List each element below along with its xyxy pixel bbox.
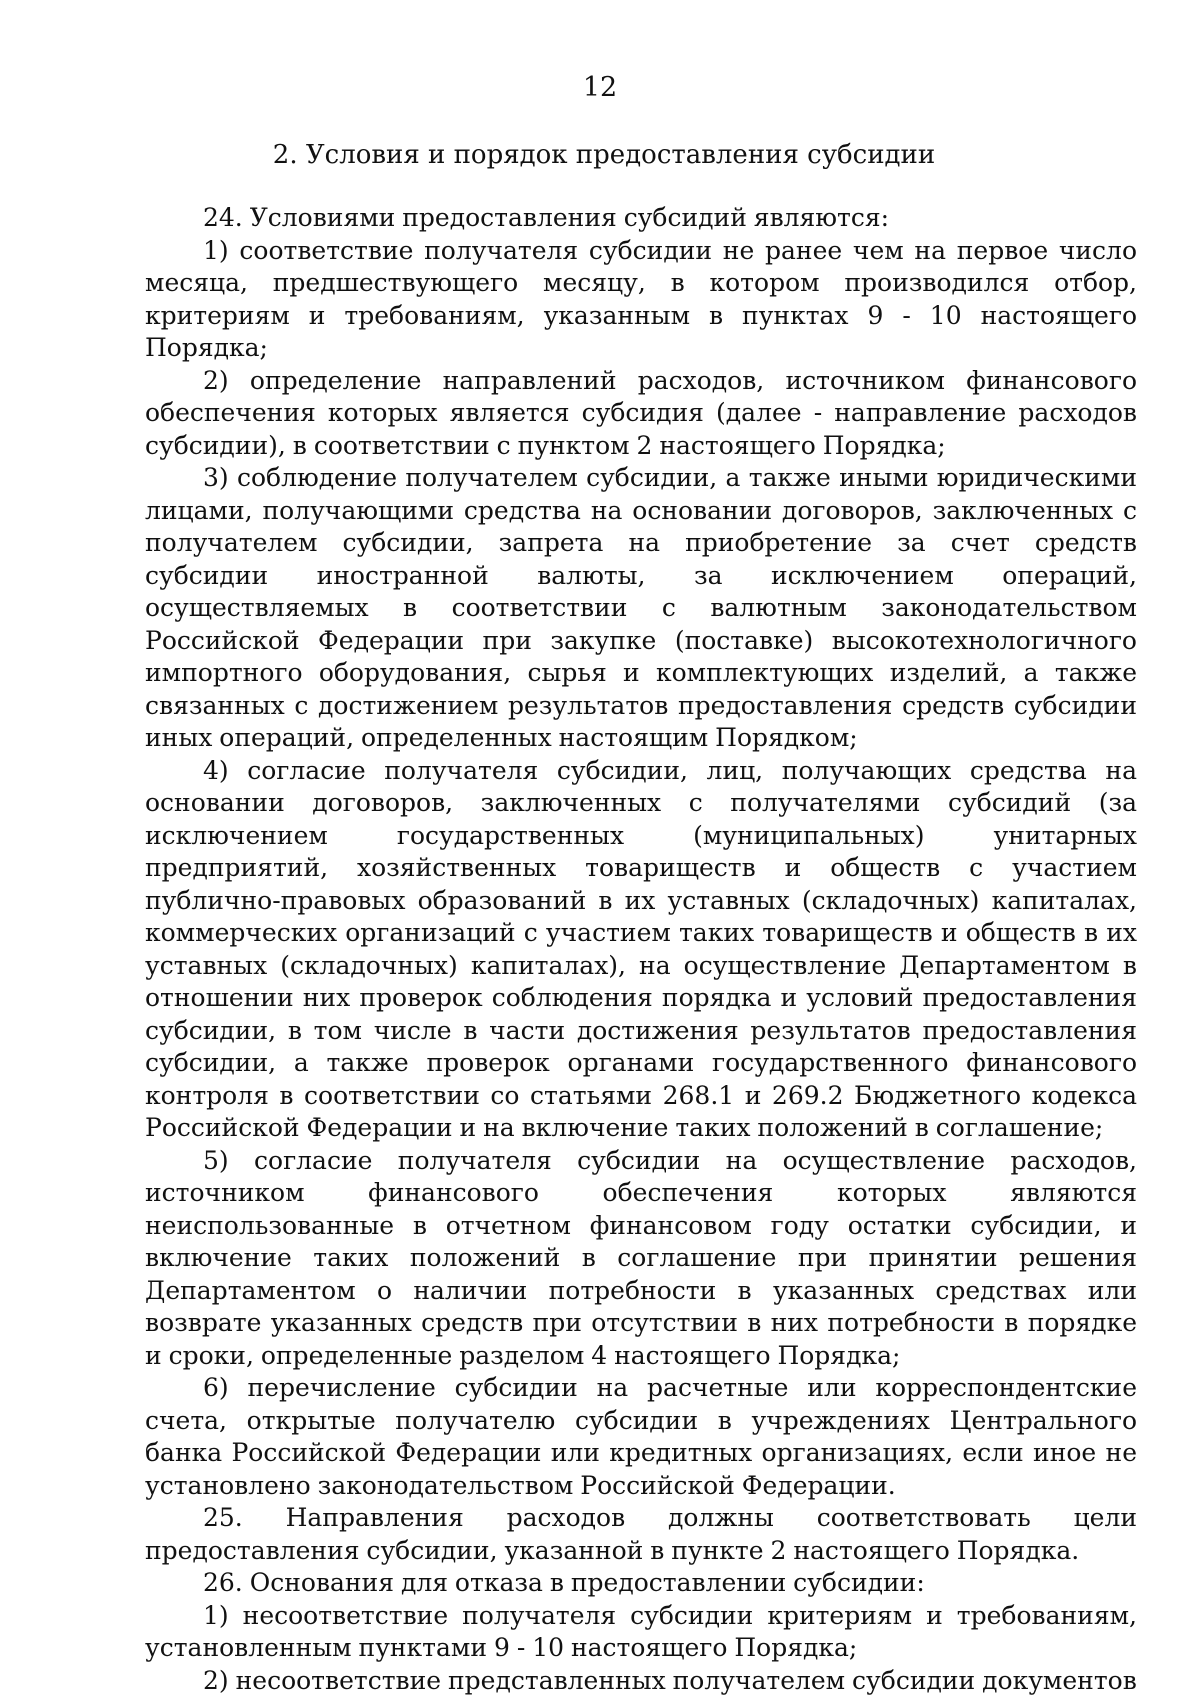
paragraph-24-item-3: 3) соблюдение получателем субсидии, а также иными юридическими лицами, получающими средства на основании договоров, заключенных с получателем субсидии, запрета на приобретение за счет средств субсидии иностранной валюты, за исключением операций, осуществляемых в соответствии с валютным законодательством Российской Федерации при закупке (поставке) высокотехнологичного импортного оборудования, сырья и комплектующих изделий, а также связанных с достижением результатов предоставления средств субсидии иных операций, определенных настоящим Порядком; <box>145 463 1137 752</box>
paragraph-24-item-6: 6) перечисление субсидии на расчетные или корреспондентские счета, открытые получателю субсидии в учреждениях Центрального банка Российской Федерации или кредитных организациях, если иное не установлено законодательством Российской Федерации. <box>145 1373 1137 1500</box>
document-body <box>145 202 1137 1697</box>
paragraph-26-item-1: 1) несоответствие получателя субсидии критериям и требованиям, установленным пунктами 9 - 10 настоящего Порядка; <box>145 1600 1137 1662</box>
paragraph-24-item-4: 4) согласие получателя субсидии, лиц, получающих средства на основании договоров, заключенных с получателями субсидий (за исключением государственных (муниципальных) унитарных предприятий, хозяйственных товариществ и обществ с участием публично-правовых образований в их уставных (складочных) капиталах, коммерческих организаций с участием таких товариществ и обществ в их уставных (складочных) капиталах), на осуществление Департаментом в отношении них проверок соблюдения порядка и условий предоставления субсидии, в том числе в части достижения результатов предоставления субсидии, а также проверок органами государственного финансового контроля в соответствии со статьями 268.1 и 269.2 Бюджетного кодекса Российской Федерации и на включение таких положений в соглашение; <box>145 755 1137 1142</box>
paragraph-26: 26. Основания для отказа в предоставлении субсидии: <box>203 1568 925 1597</box>
paragraph-24-item-1: 1) соответствие получателя субсидии не ранее чем на первое число месяца, предшествующего месяцу, в котором производился отбор, критериям и требованиям, указанным в пунктах 9 - 10 настоящего Порядка; <box>145 235 1137 362</box>
paragraph-25: 25. Направления расходов должны соответствовать цели предоставления субсидии, указанной в пункте 2 настоящего Порядка. <box>145 1503 1137 1565</box>
page-number: 12 <box>582 72 618 103</box>
section-title: 2. Условия и порядок предоставления субсидии <box>272 140 936 170</box>
paragraph-24: 24. Условиями предоставления субсидий являются: <box>203 203 890 232</box>
paragraph-26-item-2: 2) несоответствие представленных получателем субсидии документов <box>203 1665 1137 1695</box>
paragraph-24-item-5: 5) согласие получателя субсидии на осуществление расходов, источником финансового обеспечения которых являются неиспользованные в отчетном финансовом году остатки субсидии, и включение таких положений в соглашение при принятии решения Департаментом о наличии потребности в указанных средствах или возврате указанных средств при отсутствии в них потребности в порядке и сроки, определенные разделом 4 настоящего Порядка; <box>145 1145 1137 1370</box>
paragraph-24-item-2: 2) определение направлений расходов, источником финансового обеспечения которых является субсидия (далее - направление расходов субсидии), в соответствии с пунктом 2 настоящего Порядка; <box>145 365 1137 460</box>
